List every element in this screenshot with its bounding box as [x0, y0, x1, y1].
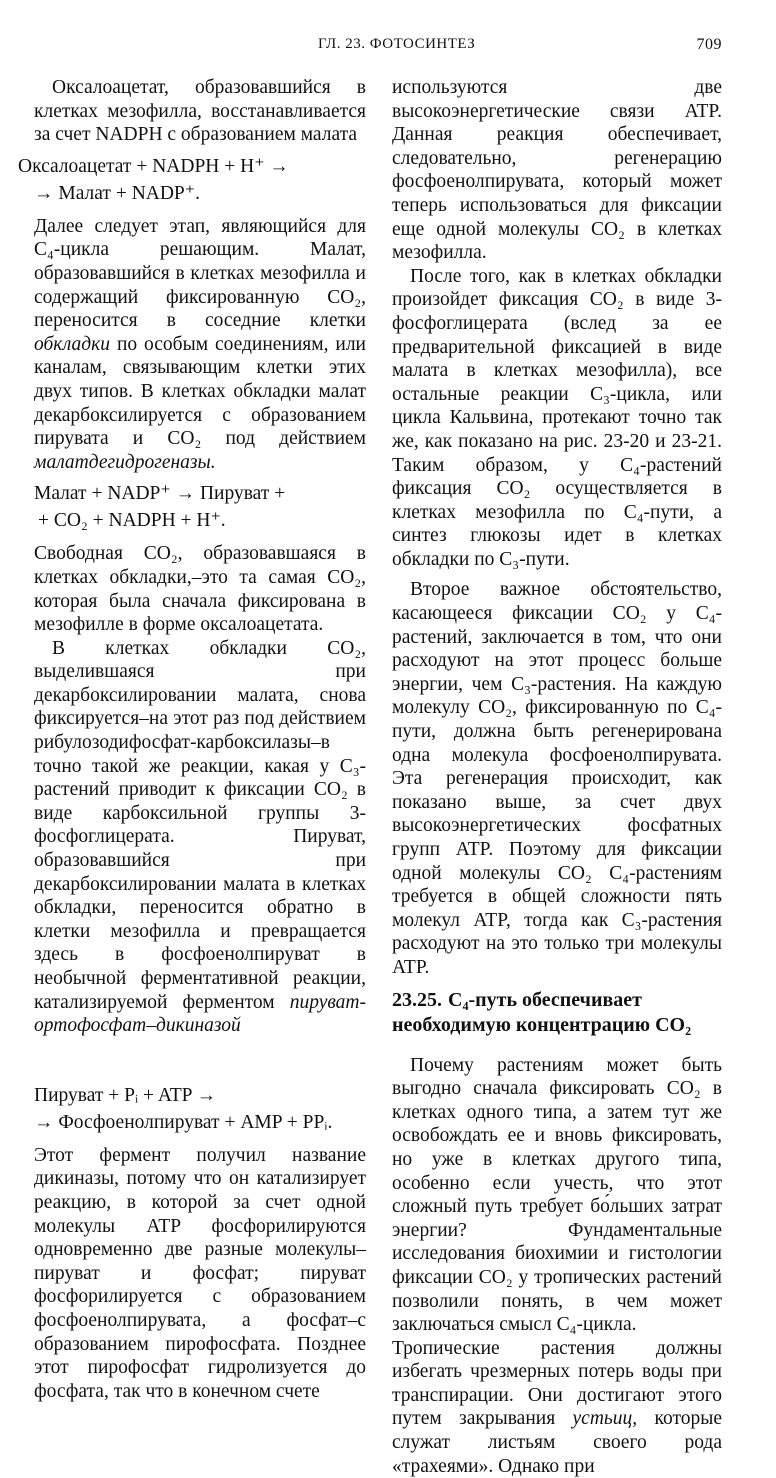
- spacer: [34, 1038, 366, 1082]
- section-number: 23.25.: [392, 988, 442, 1011]
- equation-line: Пируват + Pᵢ + ATP →: [34, 1084, 217, 1106]
- paragraph: После того, как в клетках обкладки произойдет фиксация CO₂ в виде 3-фосфоглицерата (вслед за ее предварительной фиксацией в виде малата в клетках мезофилла), все остальные реакции C₃-цикла, или цикла Кальвина, протекают точно так же, как показано на рис. 23-20 и 23-21. Таким образом, у C₄-растений фиксация CO₂ осуществляется в клетках мезофилла по C₄-пути, а синтез глюкозы идет в клетках обкладки по C₃-пути.: [392, 265, 722, 570]
- running-title: ГЛ. 23. ФОТОСИНТЕЗ: [318, 36, 476, 52]
- equation-line: → Фосфоенолпируват + AMP + PPᵢ.: [34, 1111, 333, 1133]
- paragraph: используются две высокоэнергетические связи ATP. Данная реакция обеспечивает, следовательно, регенерацию фосфоенолпирувата, который может теперь использоваться для фиксации еще одной молекулы CO₂ в клетках мезофилла.: [392, 77, 722, 264]
- section-heading: [392, 988, 722, 1038]
- equation-line: + CO₂ + NADPH + H⁺.: [38, 510, 226, 532]
- paragraph-text: по особым соединениям, или каналам, связывающим клетки этих двух типов. В клетках обкладки малат декарбоксилируется с образованием пирувата и CO₂ под действием: [34, 333, 366, 450]
- section-title: C₄-путь обеспечивает необходимую концентрацию CO₂: [392, 988, 692, 1036]
- paragraph: Этот фермент получил название дикиназы, потому что он катализирует реакцию, в которой за счет одной молекулы ATP фосфорилируются одновременно две разные молекулы–пируват и фосфат; пируват фосфорилируется с образованием фосфоенолпирувата, а фосфат–с образованием пирофосфата. Позднее этот пирофосфат гидролизуется до фосфата, так что в конечном счете: [34, 1144, 366, 1402]
- right-column: [392, 76, 722, 1478]
- paragraph-text: Далее следует этап, являющийся для C₄-цикла решающим. Малат, образовавшийся в клетках мезофилла и содержащий фиксированную CO₂, переносится в соседние клетки: [34, 215, 366, 332]
- term-italic: устьиц,: [572, 1408, 638, 1430]
- page-header: [0, 36, 776, 60]
- equation-line: Оксалоацетат + NADPH + H⁺ →: [18, 155, 289, 177]
- paragraph: [34, 637, 366, 1038]
- left-column: [18, 76, 367, 1403]
- term-italic: малатдегидрогеназы.: [34, 451, 216, 473]
- paragraph: [34, 215, 366, 475]
- equation-line: → Малат + NADP⁺.: [34, 182, 200, 204]
- term-italic: обкладки: [34, 333, 111, 355]
- paragraph: Свободная CO₂, образовавшаяся в клетках обкладки,–это та самая CO₂, которая была сначала фиксирована в мезофилле в форме оксалоацетата.: [34, 543, 366, 636]
- term-italic: пируват-ортофосфат–дикиназой: [34, 991, 367, 1037]
- paragraph-text: В клетках обкладки CO₂, выделившаяся при декарбоксилировании малата, снова фиксируется–на этот раз под действием рибулозодифосфат-карбоксилазы–в точно такой же реакции, какая у C₃-растений приводит к фиксации CO₂ в виде карбоксильной группы 3-фосфоглицерата. Пируват, образовавшийся при декарбоксилировании малата в клетках обкладки, переносится обратно в клетки мезофилла и превращается здесь в фосфоенолпируват в необычной ферментативной реакции, катализируемой ферментом: [34, 637, 366, 1013]
- paragraph: Почему растениям может быть выгодно сначала фиксировать CO₂ в клетках одного типа, а затем тут же освобождать ее и вновь фиксировать, но уже в клетках другого типа, особенно если учесть, что этот сложный путь требует бо́льших затрат энергии? Фундаментальные исследования биохимии и гистологии фиксации CO₂ у тропических растений позволили понять, в чем может заключаться смысл C₄-цикла.: [392, 1054, 722, 1336]
- page-number: 709: [696, 36, 722, 53]
- paragraph: [392, 1337, 722, 1478]
- paragraph: Второе важное обстоятельство, касающееся фиксации CO₂ у C₄-растений, заключается в том, что они расходуют на этот процесс больше энергии, чем C₃-растения. На каждую молекулу CO₂, фиксированную по C₄-пути, должна быть регенерирована одна молекула фосфоенолпирувата. Эта регенерация происходит, как показано выше, за счет двух высокоэнергетических фосфатных групп ATP. Поэтому для фиксации одной молекулы CO₂ C₄-растениям требуется в общей сложности пять молекул ATP, тогда как C₃-растения расходуют на это только три молекулы ATP.: [392, 579, 722, 978]
- paragraph-text: которые служат листьям своего рода «трахеями». Однако при: [392, 1408, 723, 1477]
- paragraph: Оксалоацетат, образовавшийся в клетках мезофилла, восстанавливается за счет NADPH с образованием малата: [34, 77, 366, 146]
- paragraph-text: Тропические растения должны избегать чрезмерных потерь воды при транспирации. Они достигают этого путем закрывания: [392, 1337, 722, 1430]
- equation-line: Малат + NADP⁺ → Пируват +: [34, 483, 286, 505]
